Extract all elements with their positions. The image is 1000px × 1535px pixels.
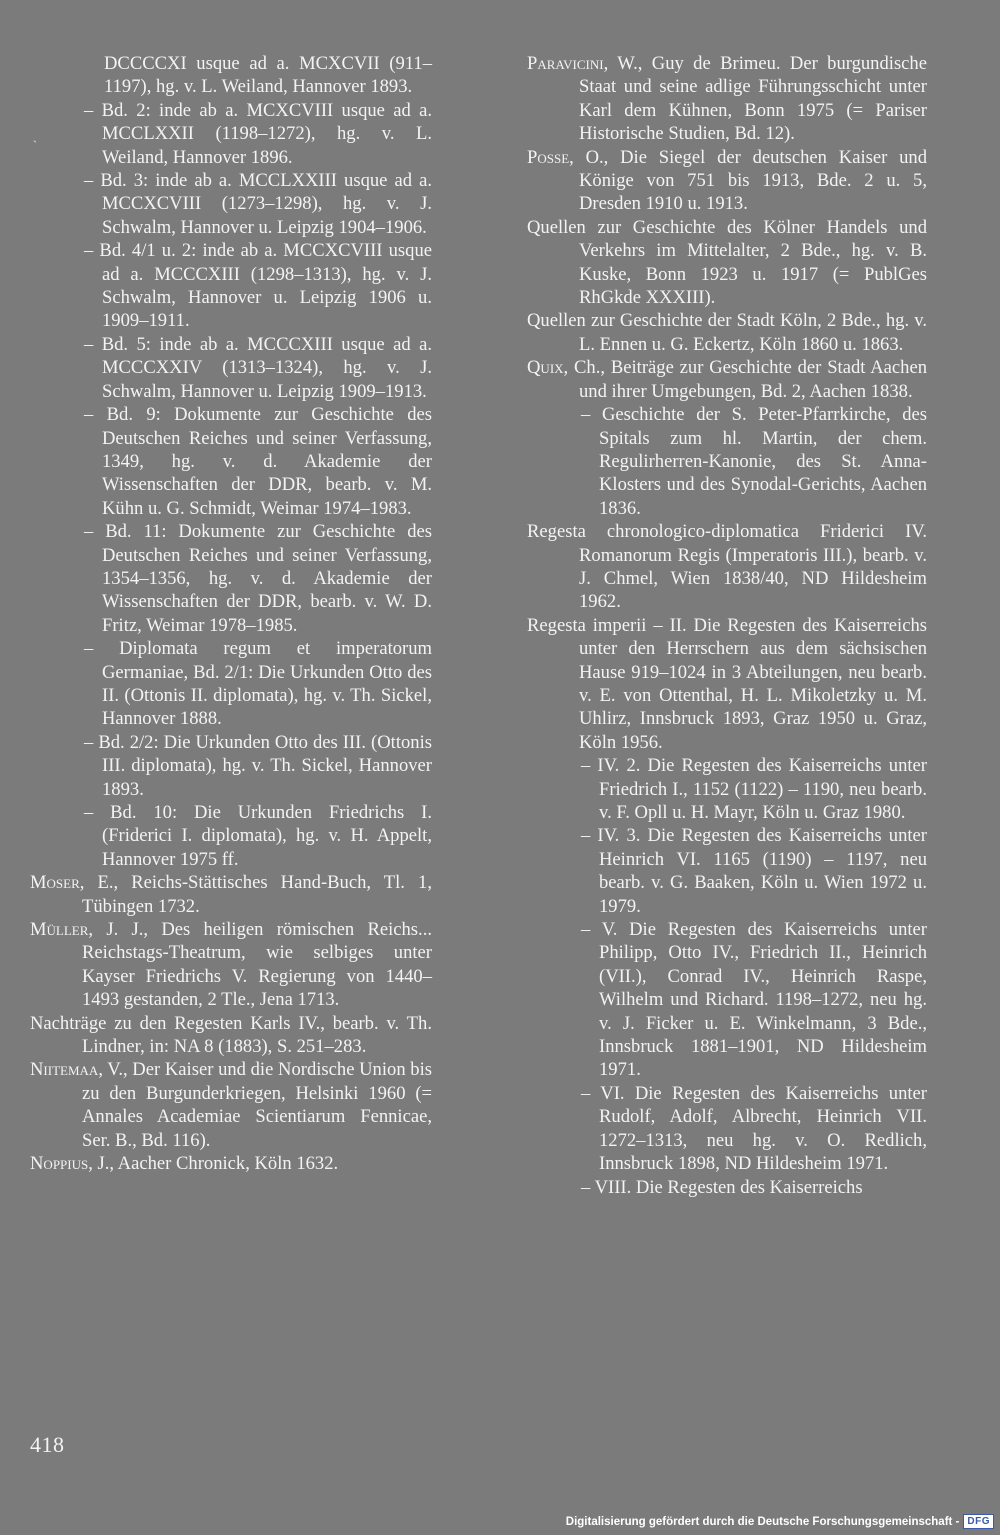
entry-text: – Diplomata regum et imperatorum Germaniae, Bd. 2/1: Die Urkunden Otto des II. (Ottonis II. diplomata), hg. v. Th. Sickel, Hannover 1888. [84, 638, 432, 730]
bibliography-entry [527, 356, 927, 403]
bibliography-entry [30, 99, 432, 169]
bibliography-entry [30, 1012, 432, 1059]
entry-author: Noppius [30, 1153, 89, 1175]
entry-text: Quellen zur Geschichte des Kölner Handels und Verkehrs im Mittelalter, 2 Bde., hg. v. B. Kuske, Bonn 1923 u. 1917 (= PublGes RhGkde XXXIII). [527, 216, 927, 309]
entry-text: – IV. 3. Die Regesten des Kaiserreichs unter Heinrich VI. 1165 (1190) – 1197, neu bearb. v. G. Baaken, Köln u. Wien 1972 u. 1979. [581, 825, 927, 917]
bibliography-entry [527, 1082, 927, 1176]
bibliography-entry [30, 403, 432, 520]
bibliography-entry [30, 520, 432, 637]
bibliography-entry [527, 146, 927, 216]
bibliography-entry [527, 1176, 927, 1199]
entry-text: , Ch., Beiträge zur Geschichte der Stadt Aachen und ihrer Umgebungen, Bd. 2, Aachen 1838. [563, 357, 927, 402]
left-entry-list [30, 99, 432, 1176]
entry-text: – VIII. Die Regesten des Kaiserreichs [581, 1176, 863, 1198]
entry-text: – Bd. 9: Dokumente zur Geschichte des Deutschen Reiches und seiner Verfassung, 1349, hg. v. d. Akademie der Wissenschaften der DDR, bearb. v. M. Kühn u. G. Schmidt, Weimar 1974–1983. [84, 404, 432, 519]
bibliography-entry [30, 169, 432, 239]
entry-text: , J., Aacher Chronick, Köln 1632. [88, 1153, 339, 1175]
bibliography-entry [527, 216, 927, 310]
bibliography-entry [30, 1152, 432, 1175]
left-column [30, 52, 432, 1176]
bibliography-entry [527, 918, 927, 1082]
entry-text: – V. Die Regesten des Kaiserreichs unter Philipp, Otto IV., Friedrich II., Heinrich (VII.), Conrad IV., Heinrich Raspe, Wilhelm und Richard. 1198–1272, neu hg. v. J. Ficker u. E. Winkelmann, 3 Bde., Innsbruck 1881–1901, ND Hildesheim 1971. [581, 919, 927, 1081]
bibliography-entry [30, 918, 432, 1012]
entry-text: Quellen zur Geschichte der Stadt Köln, 2 Bde., hg. v. L. Ennen u. G. Eckertz, Köln 1860 u. 1863. [527, 310, 927, 355]
entry-text: – Bd. 10: Die Urkunden Friedrichs I. (Friderici I. diplomata), hg. v. H. Appelt, Hannover 1975 ff. [84, 802, 432, 870]
stray-mark: ` [33, 138, 37, 152]
entry-text: Nachträge zu den Regesten Karls IV., bearb. v. Th. Lindner, in: NA 8 (1883), S. 251–283. [30, 1012, 432, 1058]
bibliography-entry [30, 1058, 432, 1152]
bibliography-entry [30, 637, 432, 731]
entry-text: – IV. 2. Die Regesten des Kaiserreichs unter Friedrich I., 1152 (1122) – 1190, neu bearb. v. F. Opll u. H. Mayr, Köln u. Graz 1980. [581, 755, 927, 823]
footer-text: Digitalisierung gefördert durch die Deutsche Forschungsgemeinschaft - [565, 1515, 960, 1528]
bibliography-entry [527, 52, 927, 146]
entry-author: Moser [30, 872, 80, 894]
entry-text: – Bd. 11: Dokumente zur Geschichte des Deutschen Reiches und seiner Verfassung, 1354–1356, hg. v. d. Akademie der Wissenschaften der DDR, bearb. v. W. D. Fritz, Weimar 1978–1985. [84, 521, 432, 636]
entry-author: Müller [30, 919, 89, 941]
entry-author: Niitemaa [30, 1059, 99, 1081]
entry-text: , W., Guy de Brimeu. Der burgundische Staat und seine adlige Führungsschicht unter Karl dem Kühnen, Bonn 1975 (= Pariser Historische Studien, Bd. 12). [579, 53, 927, 145]
entry-text: – Bd. 2/2: Die Urkunden Otto des III. (Ottonis III. diplomata), hg. v. Th. Sickel, Hannover 1893. [84, 731, 432, 800]
bibliography-entry [527, 754, 927, 824]
entry-text: Regesta imperii – II. Die Regesten des Kaiserreichs unter den Herrschern aus dem sächsischen Hause 919–1024 in 3 Abteilungen, neu bearb. v. E. von Ottenthal, H. L. Mikoletzky u. M. Uhlirz, Innsbruck 1893, Graz 1950 u. Graz, Köln 1956. [527, 614, 927, 753]
left-continuation-text: DCCCCXI usque ad a. MCXCVII (911–1197), hg. v. L. Weiland, Hannover 1893. [104, 53, 432, 98]
right-entry-list [527, 52, 927, 1199]
entry-text: – Bd. 4/1 u. 2: inde ab a. MCCXCVIII usque ad a. MCCCXIII (1298–1313), hg. v. J. Schwalm, Hannover u. Leipzig 1906 u. 1909–1911. [84, 240, 432, 332]
digitization-footer [566, 1514, 994, 1529]
dfg-logo-icon: DFG [963, 1514, 994, 1529]
entry-text: , E., Reichs-Stättisches Hand-Buch, Tl. 1, Tübingen 1732. [79, 872, 432, 917]
entry-author: Posse [527, 146, 570, 168]
entry-text: , O., Die Siegel der deutschen Kaiser und Könige von 751 bis 1913, Bde. 2 u. 5, Dresden 1910 u. 1913. [569, 146, 927, 215]
bibliography-entry [30, 239, 432, 333]
entry-text: Regesta chronologico-diplomatica Friderici IV. Romanorum Regis (Imperatoris III.), bearb. v. J. Chmel, Wien 1838/40, ND Hildesheim 1962. [527, 521, 927, 613]
entry-author: Paravicini [527, 53, 604, 74]
entry-text: , J. J., Des heiligen römischen Reichs... Reichstags-Theatrum, wie selbiges unter Kayser Friedrichs V. Regierung von 1440–1493 gestanden, 2 Tle., Jena 1713. [82, 919, 432, 1011]
right-column [527, 52, 927, 1199]
bibliography-entry [30, 333, 432, 403]
bibliography-entry [527, 403, 927, 520]
bibliography-entry [527, 309, 927, 356]
bibliography-entry [30, 801, 432, 871]
bibliography-entry [30, 731, 432, 801]
entry-text: , V., Der Kaiser und die Nordische Union bis zu den Burgunderkriegen, Helsinki 1960 (= Annales Academiae Scientiarum Fennicae, Ser. B., Bd. 116). [82, 1059, 432, 1151]
entry-text: – VI. Die Regesten des Kaiserreichs unter Rudolf, Adolf, Albrecht, Heinrich VII. 1272–1313, neu hg. v. O. Redlich, Innsbruck 1898, ND Hildesheim 1971. [581, 1082, 927, 1175]
entry-text: – Bd. 2: inde ab a. MCXCVIII usque ad a. MCCLXXII (1198–1272), hg. v. L. Weiland, Hannover 1896. [84, 99, 432, 168]
entry-text: – Bd. 3: inde ab a. MCCLXXIII usque ad a. MCCXCVIII (1273–1298), hg. v. J. Schwalm, Hannover u. Leipzig 1904–1906. [84, 170, 432, 238]
entry-author: Quix [527, 357, 564, 379]
entry-text: – Bd. 5: inde ab a. MCCCXIII usque ad a. MCCCXXIV (1313–1324), hg. v. J. Schwalm, Hannover u. Leipzig 1909–1913. [84, 333, 432, 402]
page-number: 418 [30, 1432, 65, 1457]
bibliography-entry [527, 824, 927, 918]
bibliography-entry [527, 520, 927, 614]
bibliography-entry [527, 614, 927, 754]
bibliography-entry [30, 871, 432, 918]
entry-text: – Geschichte der S. Peter-Pfarrkirche, des Spitals zum hl. Martin, der chem. Regulirherren-Kanonie, des St. Anna-Klosters und des Synodal-Gerichts, Aachen 1836. [581, 404, 927, 519]
